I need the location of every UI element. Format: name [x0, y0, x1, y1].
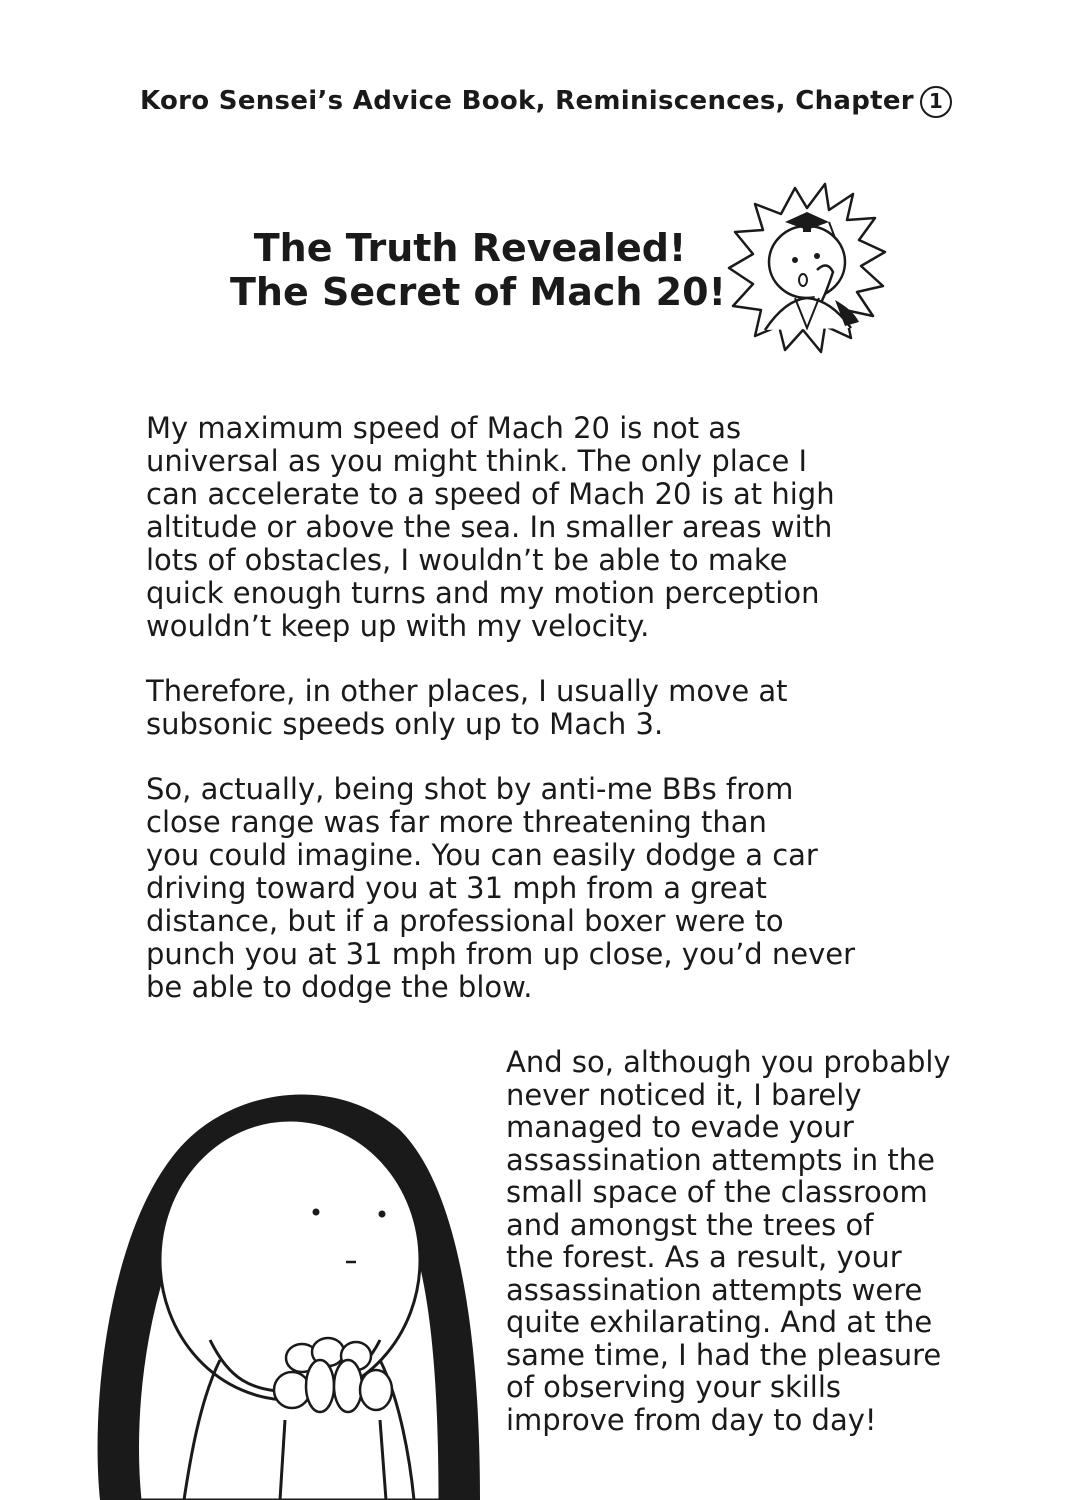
side-paragraph: [506, 1046, 956, 1436]
text-line: never noticed it, I barely: [506, 1077, 862, 1112]
text-line: assassination attempts in the: [506, 1142, 935, 1177]
text-line: lots of obstacles, I wouldn’t be able to make: [146, 543, 788, 577]
text-line: subsonic speeds only up to Mach 3.: [146, 707, 664, 741]
text-line: be able to dodge the blow.: [146, 970, 533, 1004]
text-line: punch you at 31 mph from up close, you’d never: [146, 937, 856, 971]
text-line: My maximum speed of Mach 20 is not as: [146, 411, 742, 445]
text-line: quite exhilarating. And at the: [506, 1305, 933, 1339]
text-line: managed to evade your: [506, 1110, 854, 1144]
text-line: can accelerate to a speed of Mach 20 is at high: [146, 477, 835, 511]
chapter-header: [140, 86, 952, 118]
text-line: quick enough turns and my motion perception: [146, 576, 820, 610]
paragraph-3: [146, 773, 866, 1004]
text-line: and amongst the trees of: [506, 1207, 874, 1242]
chapter-header-text: Koro Sensei’s Advice Book, Reminiscences, Chapter: [140, 86, 914, 116]
text-line: improve from day to day!: [506, 1402, 877, 1437]
main-text: [146, 412, 866, 1036]
chapter-number-mark: 1: [920, 86, 952, 118]
text-line: small space of the classroom: [506, 1175, 928, 1209]
title-line-2: The Secret of Mach 20!: [230, 270, 726, 314]
text-line: So, actually, being shot by anti-me BBs from: [146, 772, 794, 806]
text-line: same time, I had the pleasure: [506, 1337, 942, 1372]
nun-illustration: [80, 1040, 500, 1500]
text-line: distance, but if a professional boxer were to: [146, 904, 784, 938]
title-line-1: The Truth Revealed!: [253, 226, 687, 270]
paragraph-2: [146, 675, 866, 741]
page-title: [230, 226, 726, 314]
text-line: you could imagine. You can easily dodge a car: [146, 838, 818, 872]
text-line: driving toward you at 31 mph from a great: [146, 871, 767, 905]
text-line: universal as you might think. The only place I: [146, 444, 808, 478]
paragraph-1: [146, 412, 866, 643]
text-line: altitude or above the sea. In smaller areas with: [146, 510, 833, 544]
text-line: the forest. As a result, your: [506, 1240, 902, 1274]
text-line: of observing your skills: [506, 1370, 842, 1404]
text-line: wouldn’t keep up with my velocity.: [146, 609, 650, 643]
text-line: Therefore, in other places, I usually move at: [146, 674, 788, 708]
side-text: [506, 1046, 956, 1436]
koro-sensei-illustration: [725, 180, 890, 360]
text-line: close range was far more threatening than: [146, 805, 767, 839]
text-line: assassination attempts were: [506, 1272, 923, 1307]
text-line: And so, although you probably: [506, 1045, 951, 1079]
